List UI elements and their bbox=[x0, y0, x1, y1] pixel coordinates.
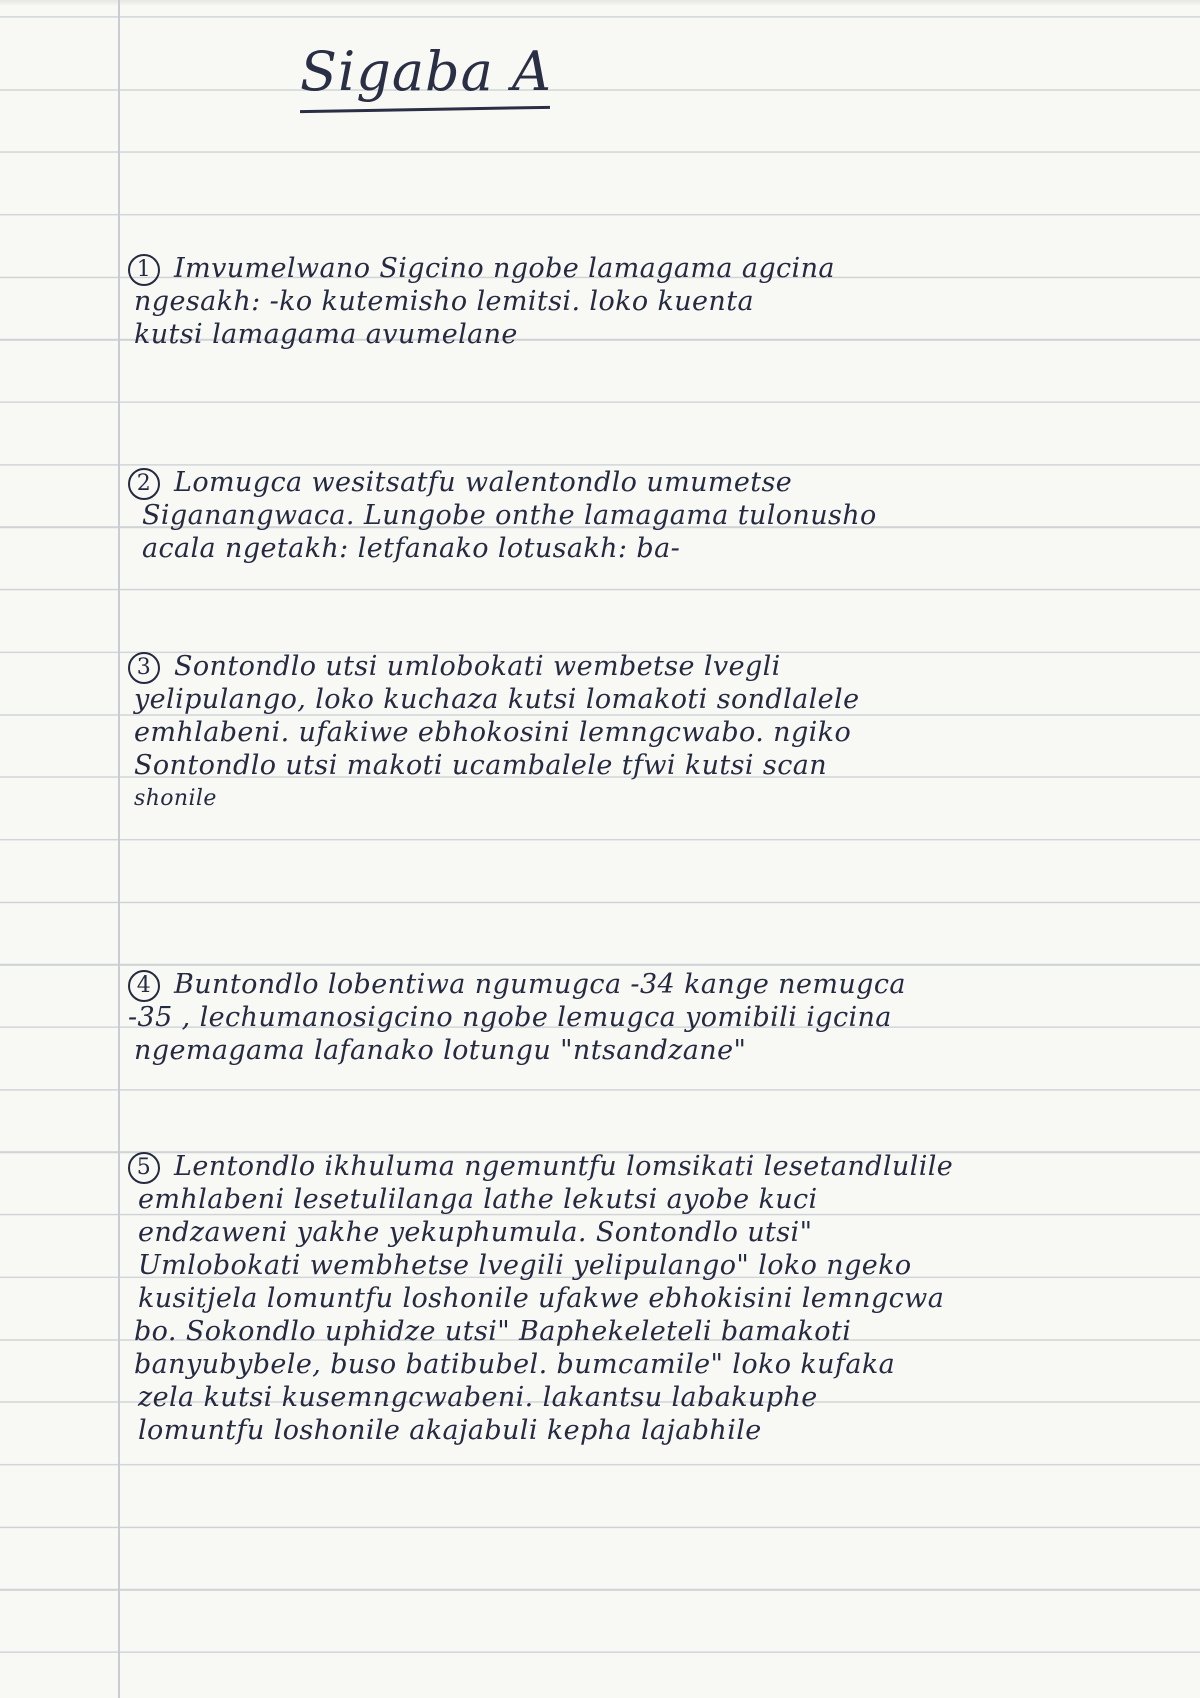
answer-line: emhlabeni. ufakiwe ebhokosini lemngcwabo. ngiko bbox=[134, 717, 852, 748]
page-title: Sigaba A bbox=[300, 40, 552, 103]
answer-line: banyubybele, buso batibubel. bumcamile" loko kufaka bbox=[134, 1349, 896, 1380]
answer-line: acala ngetakh: letfanako lotusakh: ba- bbox=[142, 533, 681, 564]
answer-line: Siganangwaca. Lungobe onthe lamagama tulonusho bbox=[142, 500, 877, 531]
answer-line: endzaweni yakhe yekuphumula. Sontondlo utsi" bbox=[138, 1217, 813, 1248]
answer-line: emhlabeni lesetulilanga lathe lekutsi ayobe kuci bbox=[138, 1184, 818, 1215]
answer-number: 1 bbox=[128, 254, 160, 286]
answer-number: 5 bbox=[128, 1152, 160, 1184]
answer-line: 2 Lomugca wesitsatfu walentondlo umumetse bbox=[128, 466, 1158, 499]
answer-number: 4 bbox=[128, 970, 160, 1002]
answer-4 bbox=[128, 968, 1158, 1067]
margin-line bbox=[118, 0, 120, 1698]
answer-line: Umlobokati wembhetse lvegili yelipulango" loko ngeko bbox=[138, 1250, 912, 1281]
answer-2 bbox=[128, 466, 1158, 565]
answer-5 bbox=[128, 1150, 1158, 1447]
answer-line: -35 , lechumanosigcino ngobe lemugca yomibili igcina bbox=[128, 1002, 892, 1033]
answer-line: 5 Lentondlo ikhuluma ngemuntfu lomsikati lesetandlulile bbox=[128, 1150, 1158, 1183]
answer-1 bbox=[128, 252, 1158, 351]
answer-line: kusitjela lomuntfu loshonile ufakwe ebhokisini lemngcwa bbox=[138, 1283, 945, 1314]
answer-line: 1 Imvumelwano Sigcino ngobe lamagama agcina bbox=[128, 252, 1158, 285]
answer-line: lomuntfu loshonile akajabuli kepha lajabhile bbox=[138, 1415, 762, 1446]
answer-line: ngesakh: -ko kutemisho lemitsi. loko kuenta bbox=[134, 286, 754, 317]
answer-line: zela kutsi kusemngcwabeni. lakantsu labakuphe bbox=[138, 1382, 818, 1413]
answer-line: ngemagama lafanako lotungu "ntsandzane" bbox=[134, 1035, 747, 1066]
page-top-edge bbox=[0, 0, 1200, 6]
answer-3 bbox=[128, 650, 1158, 815]
answer-line: bo. Sokondlo uphidze utsi" Baphekeleteli bamakoti bbox=[134, 1316, 852, 1347]
answer-line: shonile bbox=[134, 786, 217, 811]
answer-line: 3 Sontondlo utsi umlobokati wembetse lvegli bbox=[128, 650, 1158, 683]
answer-number: 2 bbox=[128, 468, 160, 500]
answer-line: 4 Buntondlo lobentiwa ngumugca -34 kange nemugca bbox=[128, 968, 1158, 1001]
answer-number: 3 bbox=[128, 652, 160, 684]
answer-line: kutsi lamagama avumelane bbox=[134, 319, 518, 350]
answer-line: yelipulango, loko kuchaza kutsi lomakoti sondlalele bbox=[134, 684, 860, 715]
title-underline bbox=[300, 106, 550, 113]
answer-line: Sontondlo utsi makoti ucambalele tfwi kutsi scan bbox=[134, 750, 827, 781]
